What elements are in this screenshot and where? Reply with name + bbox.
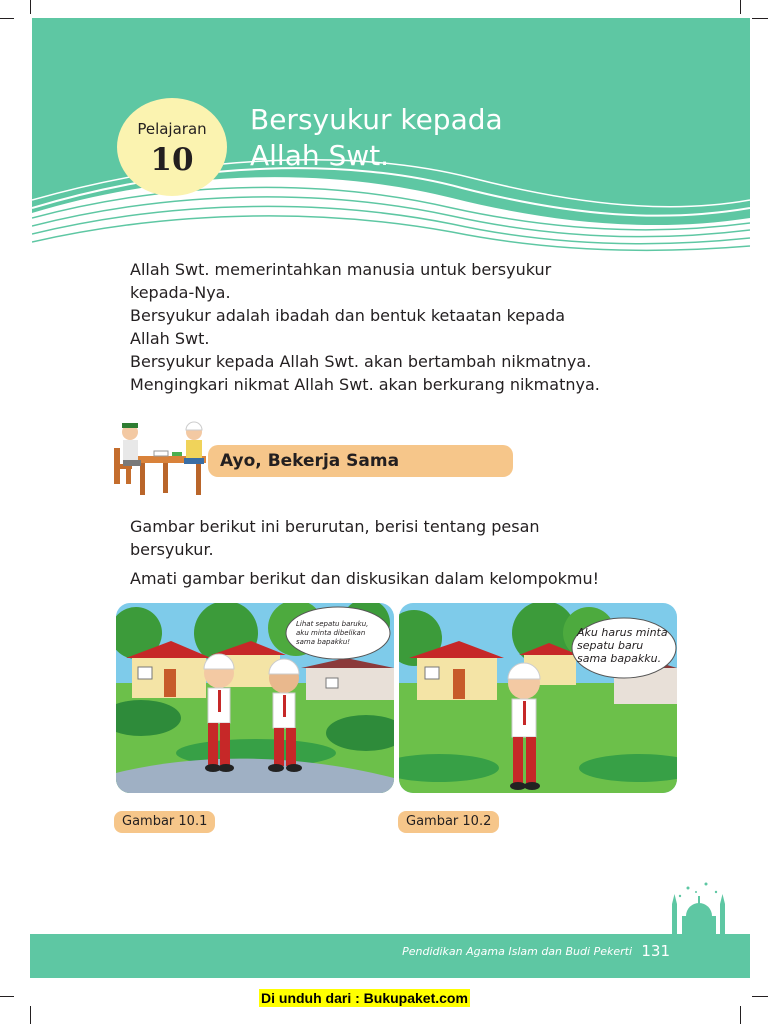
speech-line: sepatu baru (577, 639, 644, 652)
instruction-paragraph (130, 515, 690, 561)
intro-line: Bersyukur adalah ibadah dan bentuk ketaatan kepada (130, 306, 566, 325)
lesson-title-line-1: Bersyukur kepada (250, 103, 503, 136)
crop-mark (0, 996, 14, 997)
intro-line: kepada-Nya. (130, 283, 231, 302)
speech-line: Aku harus minta (577, 626, 668, 639)
figure-10-2 (399, 603, 677, 793)
book-title: Pendidikan Agama Islam dan Budi Pekerti (402, 945, 632, 958)
lesson-number: 10 (150, 142, 194, 178)
speech-line: aku minta dibelikan (296, 629, 366, 637)
instruction-line: bersyukur. (130, 540, 214, 559)
activity-label: Ayo, Bekerja Sama (220, 451, 400, 471)
intro-line: Bersyukur kepada Allah Swt. akan bertambah nikmatnya. (130, 352, 592, 371)
crop-mark (740, 0, 741, 14)
figure-caption: Gambar 10.1 (114, 811, 215, 833)
instruction-line: Gambar berikut ini berurutan, berisi tentang pesan (130, 517, 540, 536)
speech-line: Lihat sepatu baruku, (296, 620, 369, 628)
page-number: 131 (641, 942, 670, 960)
speech-bubble-text (577, 626, 668, 665)
intro-line: Mengingkari nikmat Allah Swt. akan berkurang nikmatnya. (130, 375, 600, 394)
crop-mark (30, 1006, 31, 1024)
activity-banner (208, 445, 513, 477)
figure-caption: Gambar 10.2 (398, 811, 499, 833)
lesson-label: Pelajaran (137, 120, 207, 138)
intro-line: Allah Swt. memerintahkan manusia untuk bersyukur (130, 260, 552, 279)
intro-line: Allah Swt. (130, 329, 210, 348)
speech-line: sama bapakku! (296, 638, 351, 646)
instructions (130, 515, 690, 596)
figure-10-1 (116, 603, 394, 793)
lesson-title-line-2: Allah Swt. (250, 139, 390, 172)
instruction-paragraph: Amati gambar berikut dan diskusikan dalam kelompokmu! (130, 569, 600, 588)
download-source-note: Di unduh dari : Bukupaket.com (261, 990, 468, 1006)
crop-mark (752, 18, 768, 19)
lesson-badge (117, 98, 227, 196)
crop-mark (30, 0, 31, 14)
crop-mark (752, 996, 768, 997)
crop-mark (740, 1006, 741, 1024)
lesson-title (250, 102, 690, 174)
page-footer (30, 934, 750, 978)
mosque-icon (668, 880, 730, 936)
speech-bubble-text (296, 620, 368, 647)
activity-section (108, 418, 418, 500)
students-working-icon (108, 418, 218, 500)
intro-paragraph (130, 258, 690, 396)
crop-mark (0, 18, 14, 19)
speech-line: sama bapakku. (577, 652, 662, 665)
